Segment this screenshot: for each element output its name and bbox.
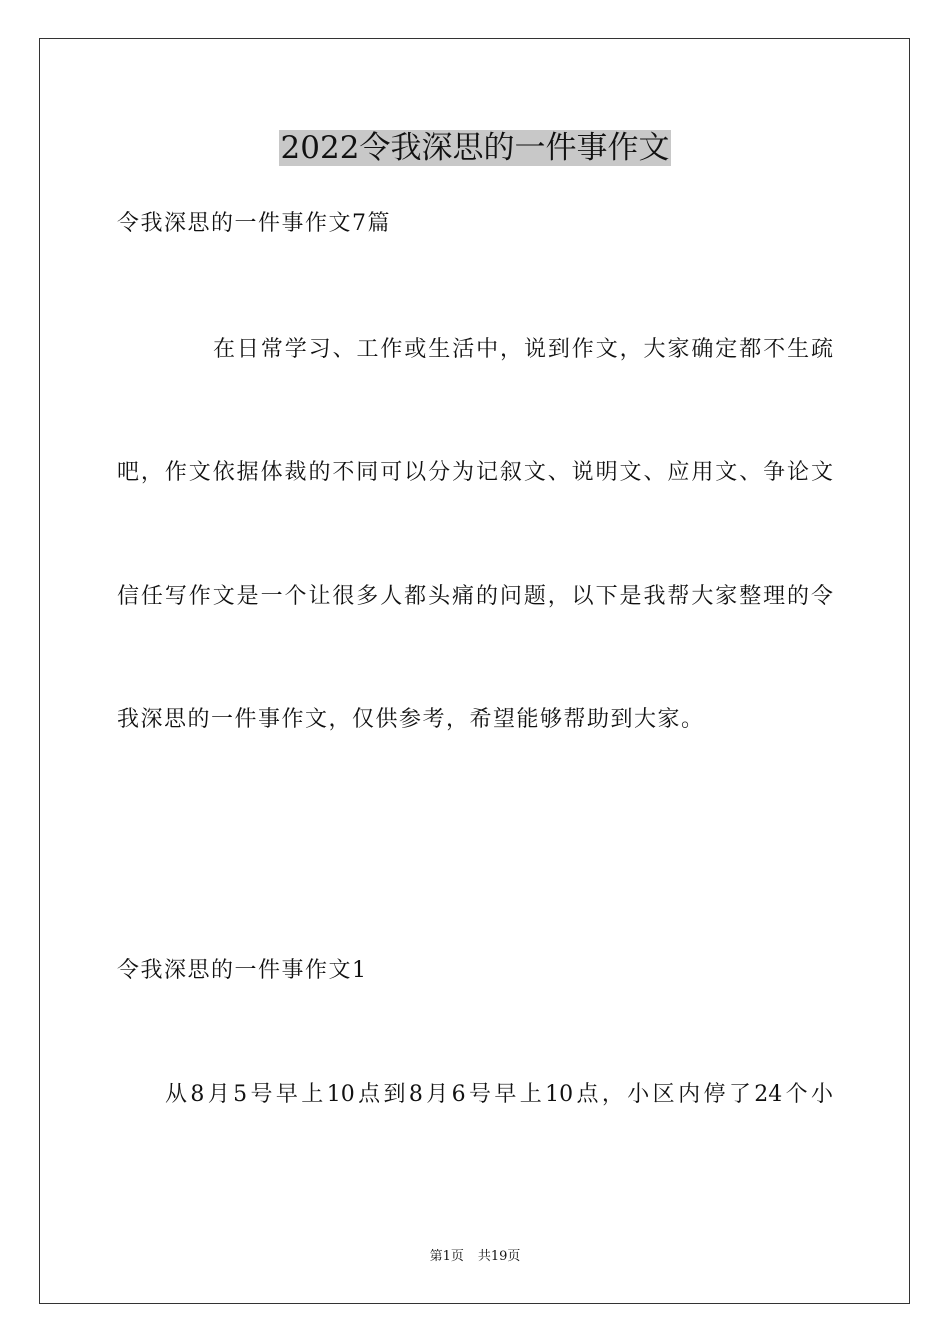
intro-line-2: 吧，作文依据体裁的不同可以分为记叙文、说明文、应用文、争论文	[117, 460, 833, 485]
page-total: 共19页	[477, 1249, 521, 1264]
body-line-1: 从8月5号早上10点到8月6号早上10点，小区内停了24个小	[165, 1082, 833, 1107]
title-highlight: 2022令我深思的一件事作文	[280, 130, 670, 166]
document-title	[0, 126, 950, 170]
intro-line-3: 信任写作文是一个让很多人都头痛的问题，以下是我帮大家整理的令	[117, 584, 833, 609]
intro-line-4: 我深思的一件事作文，仅供参考，希望能够帮助到大家。	[117, 707, 705, 732]
subtitle: 令我深思的一件事作文7篇	[117, 211, 391, 236]
page-number: 第1页	[429, 1249, 464, 1264]
page-footer	[0, 1248, 950, 1266]
section-heading: 令我深思的一件事作文1	[117, 958, 368, 983]
intro-line-1: 在日常学习、工作或生活中，说到作文，大家确定都不生疏	[213, 337, 833, 362]
